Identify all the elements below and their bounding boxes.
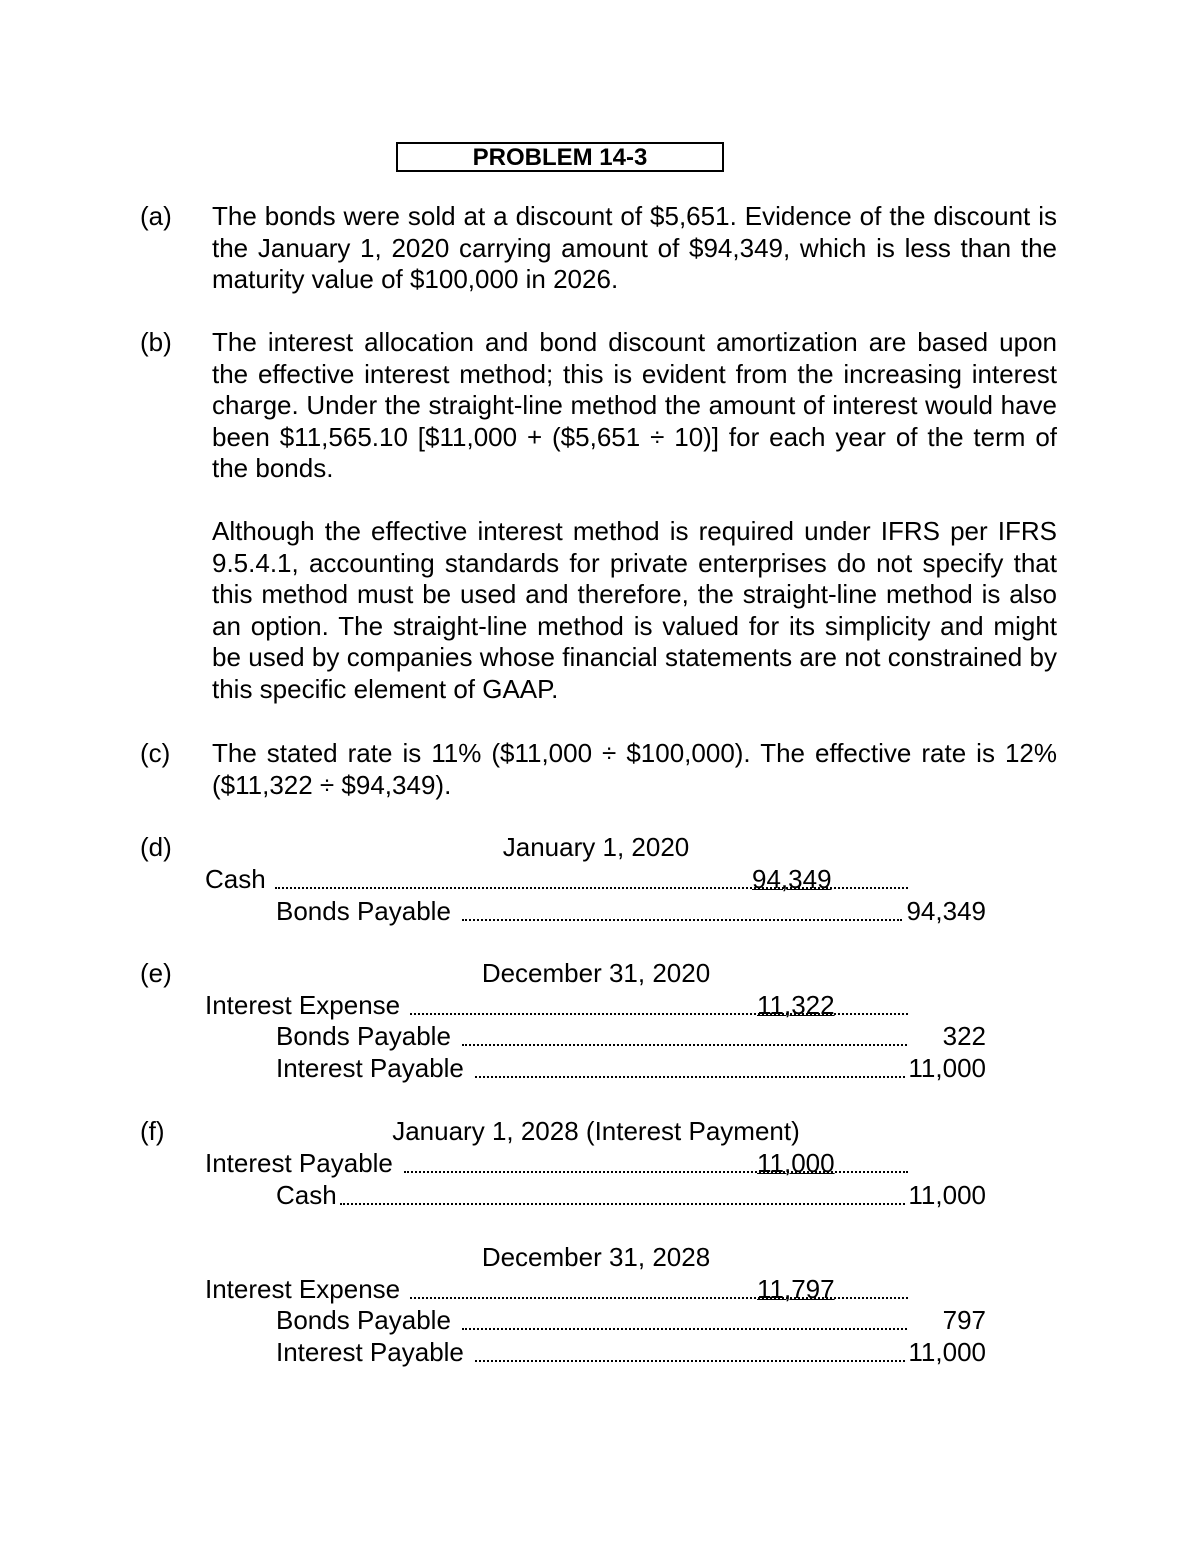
leader-dots [462,919,902,921]
part-d-credit-account: Bonds Payable [276,896,451,926]
part-d-label: (d) [140,832,172,862]
part-d-debit-amount: 94,349 [752,864,832,894]
part-f-credit-amount: 11,000 [908,1180,986,1210]
part-d-credit-amount: 94,349 [906,896,986,926]
part-f-date: January 1, 2028 (Interest Payment) [392,1116,800,1146]
part-c-text: The stated rate is 11% ($11,000 ÷ $100,000). The effective rate is 12% ($11,322 ÷ $94,349). [212,738,1057,800]
leader-dots [462,1044,907,1046]
part-f-credit2-amount: 797 [942,1305,986,1335]
part-f-credit2-account: Bonds Payable [276,1305,451,1335]
part-f-credit3-amount: 11,000 [908,1337,986,1367]
part-e-credit1-amount: 322 [942,1021,986,1051]
part-e-debit-account: Interest Expense [205,990,401,1020]
part-e-date: December 31, 2020 [481,958,711,988]
part-b-text: The interest allocation and bond discount amortization are based upon the effective interest method; this is evident from the increasing interest charge. Under the straight-line method the amount of interest would have been $11,565.10 [$11,000 + ($5,651 ÷ 10)] for each year of the term of the bonds. [212,327,1057,484]
problem-title: PROBLEM 14-3 [396,142,724,172]
part-e-debit-amount: 11,322 [757,990,835,1020]
part-c-label: (c) [140,738,171,768]
part-f-debit2-amount: 11,797 [757,1274,835,1304]
leader-dots [475,1360,905,1362]
part-b-text-2: Although the effective interest method is required under IFRS per IFRS 9.5.4.1, accounting standards for private enterprises do not specify that this method must be used and therefore, the straight-line method is also an option. The straight-line method is valued for its simplicity and might be used by companies whose financial statements are not constrained by this specific element of GAAP. [212,516,1057,704]
part-d-date: January 1, 2020 [502,832,690,862]
leader-dots [340,1203,905,1205]
part-b-label: (b) [140,327,172,357]
part-f-debit-account: Interest Payable [205,1148,393,1178]
part-e-credit1-account: Bonds Payable [276,1021,451,1051]
part-f-credit-account: Cash [276,1180,337,1210]
part-f-date-2: December 31, 2028 [481,1242,711,1272]
part-a-label: (a) [140,201,172,231]
part-f-debit-amount: 11,000 [757,1148,835,1178]
part-f-credit3-account: Interest Payable [276,1337,464,1367]
part-d-debit-account: Cash [205,864,266,894]
part-f-label: (f) [140,1116,165,1146]
part-e-credit2-amount: 11,000 [908,1053,986,1083]
part-a-text: The bonds were sold at a discount of $5,651. Evidence of the discount is the January 1, 2020 carrying amount of $94,349, which is less than the maturity value of $100,000 in 2026. [212,201,1057,295]
leader-dots [462,1328,907,1330]
part-e-label: (e) [140,958,172,988]
part-f-debit2-account: Interest Expense [205,1274,401,1304]
leader-dots [475,1076,905,1078]
part-e-credit2-account: Interest Payable [276,1053,464,1083]
